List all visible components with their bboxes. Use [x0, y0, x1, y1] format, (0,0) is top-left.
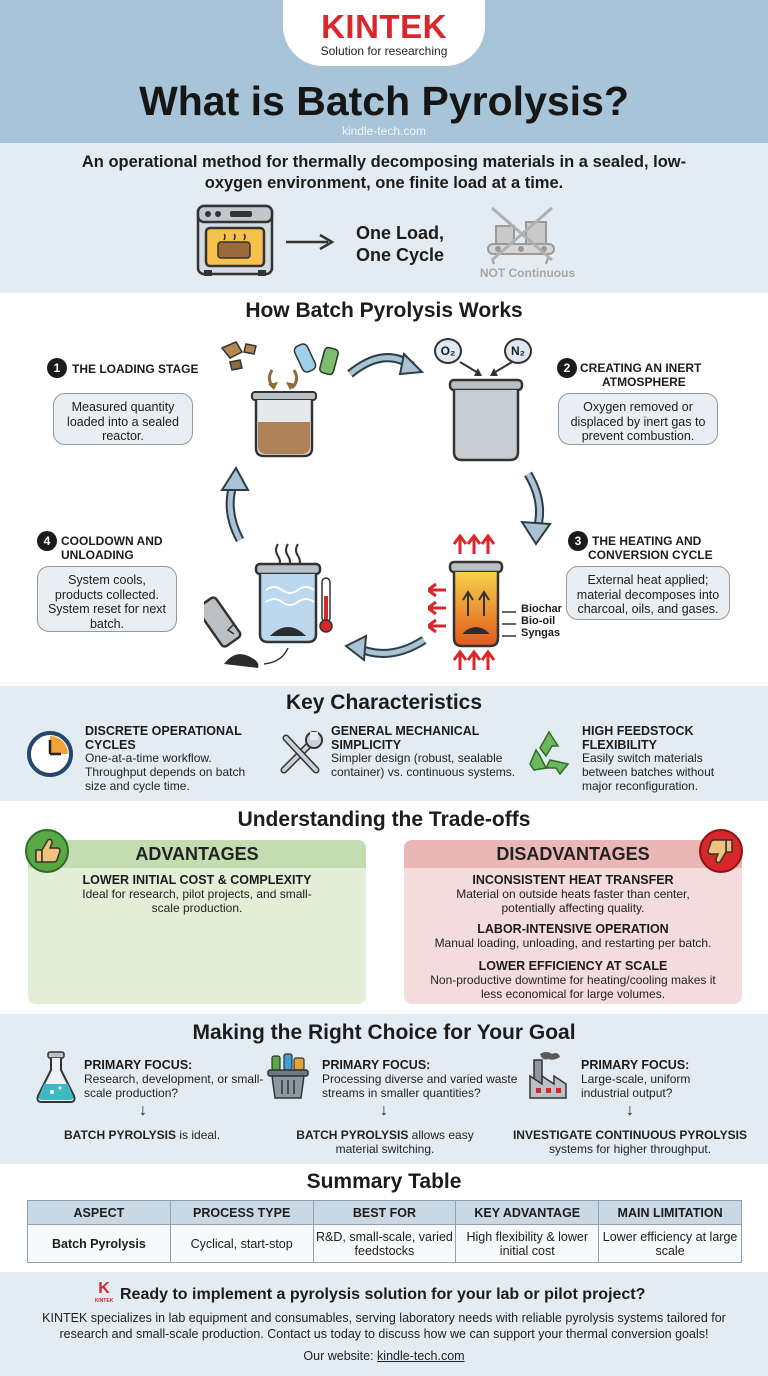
- step-2-title: [580, 361, 730, 389]
- table-header-key-advantage: KEY ADVANTAGE: [456, 1201, 599, 1225]
- table-header-main-limitation: MAIN LIMITATION: [599, 1201, 742, 1225]
- one-load-label: [345, 222, 455, 266]
- no-conveyor-icon: [482, 204, 562, 266]
- tools-icon: [276, 730, 324, 778]
- step-2-title-line-1: CREATING AN INERT: [580, 361, 702, 375]
- footer-description: KINTEK specializes in lab equipment and consumables, serving laboratory needs with reliable pyrolysis systems tailored for research and small-scale production. Contact us today to discuss how we can support your thermal conversion goals!: [42, 1311, 726, 1341]
- cycle-arrow-1-to-2: [346, 348, 426, 382]
- footer-website-label: Our website:: [303, 1349, 378, 1363]
- thumbs-up-icon: [24, 828, 70, 874]
- step-3-title-line-2: CONVERSION CYCLE: [588, 548, 713, 562]
- choice-1-verdict-rest: is ideal.: [176, 1128, 221, 1142]
- tradeoffs-section-title: Understanding the Trade-offs: [237, 808, 531, 831]
- waste-bin-icon: [264, 1052, 314, 1102]
- right-arrow-icon: [284, 232, 338, 252]
- table-header-row: [28, 1201, 742, 1225]
- choice-1-question: Research, development, or small-scale production?: [84, 1072, 264, 1100]
- product-syngas: Syngas: [521, 627, 561, 639]
- table-cell-best-for: R&D, small-scale, varied feedstocks: [313, 1225, 456, 1263]
- step-1-description: Measured quantity loaded into a sealed reactor.: [53, 393, 193, 445]
- choice-3-focus: PRIMARY FOCUS:: [581, 1058, 690, 1072]
- table-header-aspect: ASPECT: [28, 1201, 171, 1225]
- footer-cta: Ready to implement a pyrolysis solution for your lab or pilot project?: [120, 1286, 646, 1303]
- not-continuous-label: NOT Continuous: [479, 266, 576, 280]
- advantage-1-title: LOWER INITIAL COST & COMPLEXITY: [82, 873, 312, 887]
- table-cell-aspect: Batch Pyrolysis: [28, 1225, 171, 1263]
- intro-definition: An operational method for thermally decomposing materials in a sealed, low-oxygen environment, one finite load at a time.: [81, 153, 687, 192]
- table-cell-main-limitation: Lower efficiency at large scale: [599, 1225, 742, 1263]
- how-section-title: How Batch Pyrolysis Works: [245, 299, 523, 322]
- table-header-best-for: BEST FOR: [313, 1201, 456, 1225]
- step-3-description: External heat applied; material decomposes into charcoal, oils, and gases.: [566, 566, 730, 620]
- kc-1-body: One-at-a-time workflow. Throughput depends on batch size and cycle time.: [85, 751, 246, 793]
- table-cell-process-type: Cyclical, start-stop: [170, 1225, 313, 1263]
- disadvantage-2-title: LABOR-INTENSIVE OPERATION: [477, 922, 669, 936]
- brand-tagline: Solution for researching: [320, 44, 448, 58]
- cycle-arrow-4-to-1: [218, 466, 252, 542]
- step-3-title: [588, 534, 732, 562]
- page-title: What is Batch Pyrolysis?: [139, 78, 629, 124]
- step-4-title-line-2: UNLOADING: [61, 548, 134, 562]
- cycle-arrow-2-to-3: [514, 470, 558, 546]
- disadvantage-1-body: Material on outside heats faster than center, potentially affecting quality.: [456, 887, 690, 915]
- oxygen-bubble: O₂: [434, 338, 462, 364]
- table-header-process-type: PROCESS TYPE: [170, 1201, 313, 1225]
- brand-logo[interactable]: KINTEK: [321, 8, 447, 45]
- kc-3-body: Easily switch materials between batches without major reconfiguration.: [582, 751, 715, 793]
- factory-icon: [526, 1050, 576, 1102]
- choice-section-title: Making the Right Choice for Your Goal: [192, 1021, 576, 1044]
- disadvantage-1-title: INCONSISTENT HEAT TRANSFER: [472, 873, 674, 887]
- oven-icon: [196, 204, 276, 278]
- kc-2-body: Simpler design (robust, sealable container) vs. continuous systems.: [331, 751, 516, 779]
- choice-3-arrow: ↓: [626, 1102, 634, 1119]
- summary-table: [27, 1200, 742, 1263]
- step-4-title-line-1: COOLDOWN AND: [61, 534, 163, 548]
- step-3-title-line-1: THE HEATING AND: [592, 534, 702, 548]
- choice-2-verdict-rest: allows easy material switching.: [335, 1128, 474, 1156]
- footer-logo-text: KINTEK: [94, 1298, 114, 1304]
- product-bio-oil: Bio-oil: [521, 615, 556, 627]
- choice-3-verdict-bold: INVESTIGATE CONTINUOUS PYROLYSIS: [512, 1128, 748, 1142]
- disadvantage-3-title: LOWER EFFICIENCY AT SCALE: [478, 959, 668, 973]
- footer-logo-mark: K: [98, 1280, 110, 1297]
- clock-icon: [26, 730, 74, 778]
- choice-3-verdict: [504, 1128, 756, 1156]
- disadvantages-heading: DISADVANTAGES: [496, 844, 650, 864]
- choice-1-arrow: ↓: [139, 1102, 147, 1119]
- kc-1-title: DISCRETE OPERATIONAL CYCLES: [85, 724, 242, 752]
- choice-3-verdict-rest: systems for higher throughput.: [548, 1142, 712, 1156]
- recycle-icon: [524, 728, 574, 778]
- step-1-title: THE LOADING STAGE: [72, 362, 199, 376]
- table-cell-key-advantage: High flexibility & lower initial cost: [456, 1225, 599, 1263]
- one-cycle-text: One Cycle: [355, 245, 445, 265]
- step-1-number: 1: [47, 358, 67, 378]
- choice-1-verdict: [64, 1128, 264, 1142]
- one-load-text: One Load,: [355, 223, 444, 243]
- disadvantage-3-body: Non-productive downtime for heating/cooling makes it less economical for large volumes.: [430, 973, 716, 1001]
- product-biochar: Biochar: [521, 603, 562, 615]
- footer-website: [0, 1349, 768, 1363]
- inert-reactor-illustration: [444, 354, 528, 466]
- heating-reactor-illustration: [428, 534, 520, 674]
- nitrogen-bubble: N₂: [504, 338, 532, 364]
- step-4-number: 4: [37, 531, 57, 551]
- step-4-description: System cools, products collected. System reset for next batch.: [37, 566, 177, 632]
- disadvantage-2-body: Manual loading, unloading, and restarting per batch.: [434, 936, 712, 950]
- footer-website-link[interactable]: kindle-tech.com: [377, 1349, 465, 1363]
- loading-reactor-illustration: [212, 334, 352, 462]
- choice-2-focus: PRIMARY FOCUS:: [322, 1058, 431, 1072]
- kc-2-title: GENERAL MECHANICAL SIMPLICITY: [331, 724, 480, 752]
- advantages-heading: ADVANTAGES: [135, 844, 259, 864]
- advantage-1-body: Ideal for research, pilot projects, and small-scale production.: [82, 887, 312, 915]
- choice-1-verdict-bold: BATCH PYROLYSIS: [64, 1128, 177, 1142]
- choice-2-verdict-bold: BATCH PYROLYSIS: [296, 1128, 409, 1142]
- table-row: [28, 1225, 742, 1263]
- cooldown-reactor-illustration: [204, 538, 340, 674]
- thumbs-down-icon: [698, 828, 744, 874]
- site-url[interactable]: kindle-tech.com: [341, 124, 427, 138]
- step-2-description: Oxygen removed or displaced by inert gas to prevent combustion.: [558, 393, 718, 445]
- step-3-number: 3: [568, 531, 588, 551]
- choice-1-focus: PRIMARY FOCUS:: [84, 1058, 193, 1072]
- choice-2-verdict: [290, 1128, 480, 1156]
- step-2-title-line-2: ATMOSPHERE: [602, 375, 686, 389]
- flask-icon: [34, 1050, 78, 1104]
- cycle-arrow-3-to-4: [344, 632, 428, 662]
- summary-section-title: Summary Table: [306, 1170, 462, 1193]
- choice-3-question: Large-scale, uniform industrial output?: [581, 1072, 691, 1100]
- choice-2-arrow: ↓: [380, 1102, 388, 1119]
- kc-3-title: HIGH FEEDSTOCK FLEXIBILITY: [582, 724, 694, 752]
- step-4-title: [61, 534, 201, 562]
- step-2-number: 2: [557, 358, 577, 378]
- choice-2-question: Processing diverse and varied waste streams in smaller quantities?: [322, 1072, 518, 1100]
- key-section-title: Key Characteristics: [285, 691, 483, 714]
